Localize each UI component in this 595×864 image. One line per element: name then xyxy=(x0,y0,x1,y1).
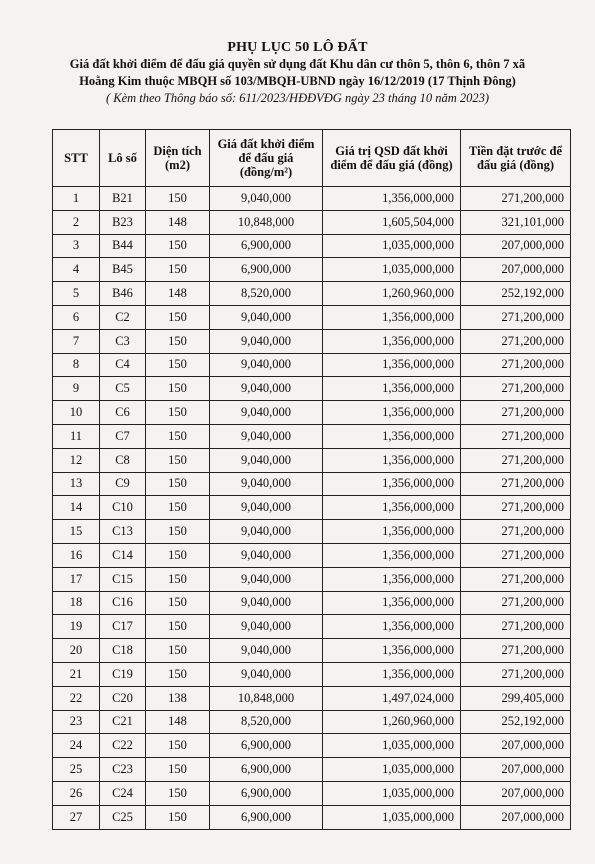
cell-stt: 5 xyxy=(53,282,100,306)
cell-unit-price: 9,040,000 xyxy=(210,353,323,377)
cell-deposit: 271,200,000 xyxy=(461,472,571,496)
cell-area: 148 xyxy=(146,282,210,306)
cell-unit-price: 8,520,000 xyxy=(210,710,323,734)
cell-total-value: 1,035,000,000 xyxy=(323,734,461,758)
cell-total-value: 1,356,000,000 xyxy=(323,353,461,377)
cell-lot: C13 xyxy=(100,520,146,544)
cell-stt: 23 xyxy=(53,710,100,734)
cell-deposit: 207,000,000 xyxy=(461,234,571,258)
cell-unit-price: 9,040,000 xyxy=(210,567,323,591)
cell-area: 150 xyxy=(146,305,210,329)
table-row xyxy=(53,639,571,663)
cell-lot: C16 xyxy=(100,591,146,615)
header-total-value: Giá trị QSD đất khởi điểm để đấu giá (đồng) xyxy=(323,130,461,187)
cell-deposit: 207,000,000 xyxy=(461,734,571,758)
cell-unit-price: 9,040,000 xyxy=(210,520,323,544)
cell-area: 148 xyxy=(146,710,210,734)
cell-unit-price: 8,520,000 xyxy=(210,282,323,306)
cell-deposit: 271,200,000 xyxy=(461,520,571,544)
cell-deposit: 207,000,000 xyxy=(461,758,571,782)
table-row xyxy=(53,401,571,425)
cell-unit-price: 9,040,000 xyxy=(210,377,323,401)
cell-total-value: 1,497,024,000 xyxy=(323,686,461,710)
table-row xyxy=(53,329,571,353)
cell-total-value: 1,356,000,000 xyxy=(323,187,461,211)
cell-lot: C22 xyxy=(100,734,146,758)
cell-total-value: 1,035,000,000 xyxy=(323,805,461,829)
cell-total-value: 1,356,000,000 xyxy=(323,496,461,520)
cell-unit-price: 6,900,000 xyxy=(210,781,323,805)
cell-unit-price: 9,040,000 xyxy=(210,543,323,567)
cell-deposit: 271,200,000 xyxy=(461,401,571,425)
subtitle-line-1: Giá đất khởi điểm để đấu giá quyền sử dụng đất Khu dân cư thôn 5, thôn 6, thôn 7 xã xyxy=(69,57,526,71)
document-title: PHỤ LỤC 50 LÔ ĐẤT xyxy=(227,40,368,55)
cell-total-value: 1,356,000,000 xyxy=(323,662,461,686)
cell-total-value: 1,356,000,000 xyxy=(323,305,461,329)
cell-area: 150 xyxy=(146,258,210,282)
table-header-row xyxy=(53,130,571,187)
cell-lot: C9 xyxy=(100,472,146,496)
cell-lot: C24 xyxy=(100,781,146,805)
cell-lot: C19 xyxy=(100,662,146,686)
cell-unit-price: 9,040,000 xyxy=(210,472,323,496)
cell-lot: B45 xyxy=(100,258,146,282)
cell-area: 150 xyxy=(146,615,210,639)
cell-deposit: 252,192,000 xyxy=(461,282,571,306)
cell-area: 150 xyxy=(146,424,210,448)
cell-total-value: 1,356,000,000 xyxy=(323,448,461,472)
cell-unit-price: 9,040,000 xyxy=(210,305,323,329)
cell-area: 150 xyxy=(146,591,210,615)
cell-stt: 19 xyxy=(53,615,100,639)
cell-area: 150 xyxy=(146,758,210,782)
cell-area: 148 xyxy=(146,210,210,234)
table-row xyxy=(53,734,571,758)
header-stt: STT xyxy=(53,130,100,187)
cell-stt: 25 xyxy=(53,758,100,782)
cell-deposit: 271,200,000 xyxy=(461,448,571,472)
cell-stt: 2 xyxy=(53,210,100,234)
cell-lot: B21 xyxy=(100,187,146,211)
cell-unit-price: 10,848,000 xyxy=(210,686,323,710)
cell-stt: 11 xyxy=(53,424,100,448)
cell-deposit: 271,200,000 xyxy=(461,639,571,663)
cell-total-value: 1,356,000,000 xyxy=(323,377,461,401)
cell-deposit: 321,101,000 xyxy=(461,210,571,234)
header-lot: Lô số xyxy=(100,130,146,187)
cell-area: 150 xyxy=(146,353,210,377)
table-row xyxy=(53,424,571,448)
cell-unit-price: 9,040,000 xyxy=(210,591,323,615)
cell-stt: 1 xyxy=(53,187,100,211)
cell-area: 138 xyxy=(146,686,210,710)
cell-unit-price: 9,040,000 xyxy=(210,662,323,686)
cell-unit-price: 10,848,000 xyxy=(210,210,323,234)
cell-deposit: 207,000,000 xyxy=(461,258,571,282)
cell-stt: 27 xyxy=(53,805,100,829)
cell-lot: C4 xyxy=(100,353,146,377)
cell-deposit: 299,405,000 xyxy=(461,686,571,710)
cell-lot: C5 xyxy=(100,377,146,401)
cell-area: 150 xyxy=(146,448,210,472)
cell-total-value: 1,035,000,000 xyxy=(323,258,461,282)
table-row xyxy=(53,282,571,306)
cell-stt: 4 xyxy=(53,258,100,282)
cell-lot: B46 xyxy=(100,282,146,306)
cell-area: 150 xyxy=(146,543,210,567)
reference-note: ( Kèm theo Thông báo số: 611/2023/HĐĐVĐG ngày 23 tháng 10 năm 2023) xyxy=(105,91,490,105)
cell-stt: 14 xyxy=(53,496,100,520)
table-row xyxy=(53,187,571,211)
table-row xyxy=(53,662,571,686)
cell-lot: B23 xyxy=(100,210,146,234)
cell-stt: 20 xyxy=(53,639,100,663)
cell-stt: 9 xyxy=(53,377,100,401)
cell-lot: C8 xyxy=(100,448,146,472)
cell-area: 150 xyxy=(146,472,210,496)
cell-lot: C7 xyxy=(100,424,146,448)
cell-stt: 22 xyxy=(53,686,100,710)
table-row xyxy=(53,377,571,401)
cell-area: 150 xyxy=(146,496,210,520)
cell-area: 150 xyxy=(146,781,210,805)
cell-unit-price: 9,040,000 xyxy=(210,424,323,448)
cell-lot: C15 xyxy=(100,567,146,591)
cell-area: 150 xyxy=(146,377,210,401)
cell-deposit: 271,200,000 xyxy=(461,662,571,686)
cell-stt: 15 xyxy=(53,520,100,544)
cell-total-value: 1,356,000,000 xyxy=(323,591,461,615)
cell-unit-price: 9,040,000 xyxy=(210,496,323,520)
cell-stt: 8 xyxy=(53,353,100,377)
cell-deposit: 271,200,000 xyxy=(461,305,571,329)
cell-stt: 7 xyxy=(53,329,100,353)
table-row xyxy=(53,305,571,329)
table-row xyxy=(53,781,571,805)
cell-stt: 18 xyxy=(53,591,100,615)
cell-unit-price: 6,900,000 xyxy=(210,258,323,282)
cell-deposit: 271,200,000 xyxy=(461,329,571,353)
cell-stt: 26 xyxy=(53,781,100,805)
cell-total-value: 1,035,000,000 xyxy=(323,234,461,258)
cell-stt: 16 xyxy=(53,543,100,567)
cell-stt: 24 xyxy=(53,734,100,758)
table-row xyxy=(53,258,571,282)
cell-total-value: 1,356,000,000 xyxy=(323,472,461,496)
cell-area: 150 xyxy=(146,805,210,829)
cell-lot: B44 xyxy=(100,234,146,258)
cell-unit-price: 9,040,000 xyxy=(210,401,323,425)
cell-lot: C2 xyxy=(100,305,146,329)
cell-total-value: 1,356,000,000 xyxy=(323,543,461,567)
table-row xyxy=(53,543,571,567)
cell-deposit: 207,000,000 xyxy=(461,781,571,805)
cell-stt: 12 xyxy=(53,448,100,472)
cell-stt: 13 xyxy=(53,472,100,496)
table-row xyxy=(53,805,571,829)
cell-area: 150 xyxy=(146,234,210,258)
cell-deposit: 271,200,000 xyxy=(461,377,571,401)
cell-lot: C21 xyxy=(100,710,146,734)
cell-area: 150 xyxy=(146,520,210,544)
table-row xyxy=(53,591,571,615)
cell-stt: 6 xyxy=(53,305,100,329)
cell-unit-price: 9,040,000 xyxy=(210,615,323,639)
table-row xyxy=(53,234,571,258)
cell-area: 150 xyxy=(146,401,210,425)
cell-lot: C3 xyxy=(100,329,146,353)
cell-unit-price: 6,900,000 xyxy=(210,234,323,258)
cell-unit-price: 9,040,000 xyxy=(210,639,323,663)
cell-area: 150 xyxy=(146,734,210,758)
cell-total-value: 1,356,000,000 xyxy=(323,639,461,663)
cell-area: 150 xyxy=(146,187,210,211)
cell-unit-price: 9,040,000 xyxy=(210,187,323,211)
cell-deposit: 271,200,000 xyxy=(461,187,571,211)
cell-deposit: 252,192,000 xyxy=(461,710,571,734)
cell-stt: 17 xyxy=(53,567,100,591)
cell-lot: C14 xyxy=(100,543,146,567)
cell-total-value: 1,260,960,000 xyxy=(323,282,461,306)
cell-area: 150 xyxy=(146,662,210,686)
cell-unit-price: 6,900,000 xyxy=(210,734,323,758)
cell-total-value: 1,356,000,000 xyxy=(323,615,461,639)
cell-deposit: 271,200,000 xyxy=(461,496,571,520)
cell-deposit: 271,200,000 xyxy=(461,615,571,639)
table-row xyxy=(53,472,571,496)
cell-lot: C6 xyxy=(100,401,146,425)
table-row xyxy=(53,615,571,639)
table-row xyxy=(53,567,571,591)
cell-lot: C25 xyxy=(100,805,146,829)
cell-lot: C10 xyxy=(100,496,146,520)
cell-deposit: 271,200,000 xyxy=(461,353,571,377)
table-row xyxy=(53,210,571,234)
cell-total-value: 1,356,000,000 xyxy=(323,520,461,544)
cell-deposit: 271,200,000 xyxy=(461,567,571,591)
cell-deposit: 207,000,000 xyxy=(461,805,571,829)
cell-lot: C23 xyxy=(100,758,146,782)
cell-stt: 3 xyxy=(53,234,100,258)
table-row xyxy=(53,710,571,734)
header-unit-price: Giá đất khởi điểm để đấu giá (đồng/m²) xyxy=(210,130,323,187)
document-header xyxy=(0,28,595,107)
cell-total-value: 1,356,000,000 xyxy=(323,424,461,448)
table-row xyxy=(53,448,571,472)
cell-total-value: 1,356,000,000 xyxy=(323,401,461,425)
table-row xyxy=(53,353,571,377)
cell-unit-price: 6,900,000 xyxy=(210,758,323,782)
cell-stt: 10 xyxy=(53,401,100,425)
header-deposit: Tiền đặt trước để đấu giá (đồng) xyxy=(461,130,571,187)
cell-deposit: 271,200,000 xyxy=(461,591,571,615)
cell-total-value: 1,035,000,000 xyxy=(323,758,461,782)
subtitle-line-2: Hoằng Kim thuộc MBQH số 103/MBQH-UBND ngày 16/12/2019 (17 Thịnh Đông) xyxy=(79,74,516,88)
cell-lot: C20 xyxy=(100,686,146,710)
table-row xyxy=(53,686,571,710)
table-row xyxy=(53,520,571,544)
cell-deposit: 271,200,000 xyxy=(461,543,571,567)
cell-total-value: 1,260,960,000 xyxy=(323,710,461,734)
cell-area: 150 xyxy=(146,329,210,353)
cell-total-value: 1,605,504,000 xyxy=(323,210,461,234)
cell-area: 150 xyxy=(146,567,210,591)
cell-stt: 21 xyxy=(53,662,100,686)
lot-price-table xyxy=(52,129,571,830)
cell-lot: C18 xyxy=(100,639,146,663)
cell-total-value: 1,035,000,000 xyxy=(323,781,461,805)
cell-unit-price: 9,040,000 xyxy=(210,329,323,353)
cell-unit-price: 6,900,000 xyxy=(210,805,323,829)
cell-total-value: 1,356,000,000 xyxy=(323,567,461,591)
header-area: Diện tích (m2) xyxy=(146,130,210,187)
cell-deposit: 271,200,000 xyxy=(461,424,571,448)
cell-total-value: 1,356,000,000 xyxy=(323,329,461,353)
cell-lot: C17 xyxy=(100,615,146,639)
cell-area: 150 xyxy=(146,639,210,663)
cell-unit-price: 9,040,000 xyxy=(210,448,323,472)
table-row xyxy=(53,496,571,520)
table-row xyxy=(53,758,571,782)
